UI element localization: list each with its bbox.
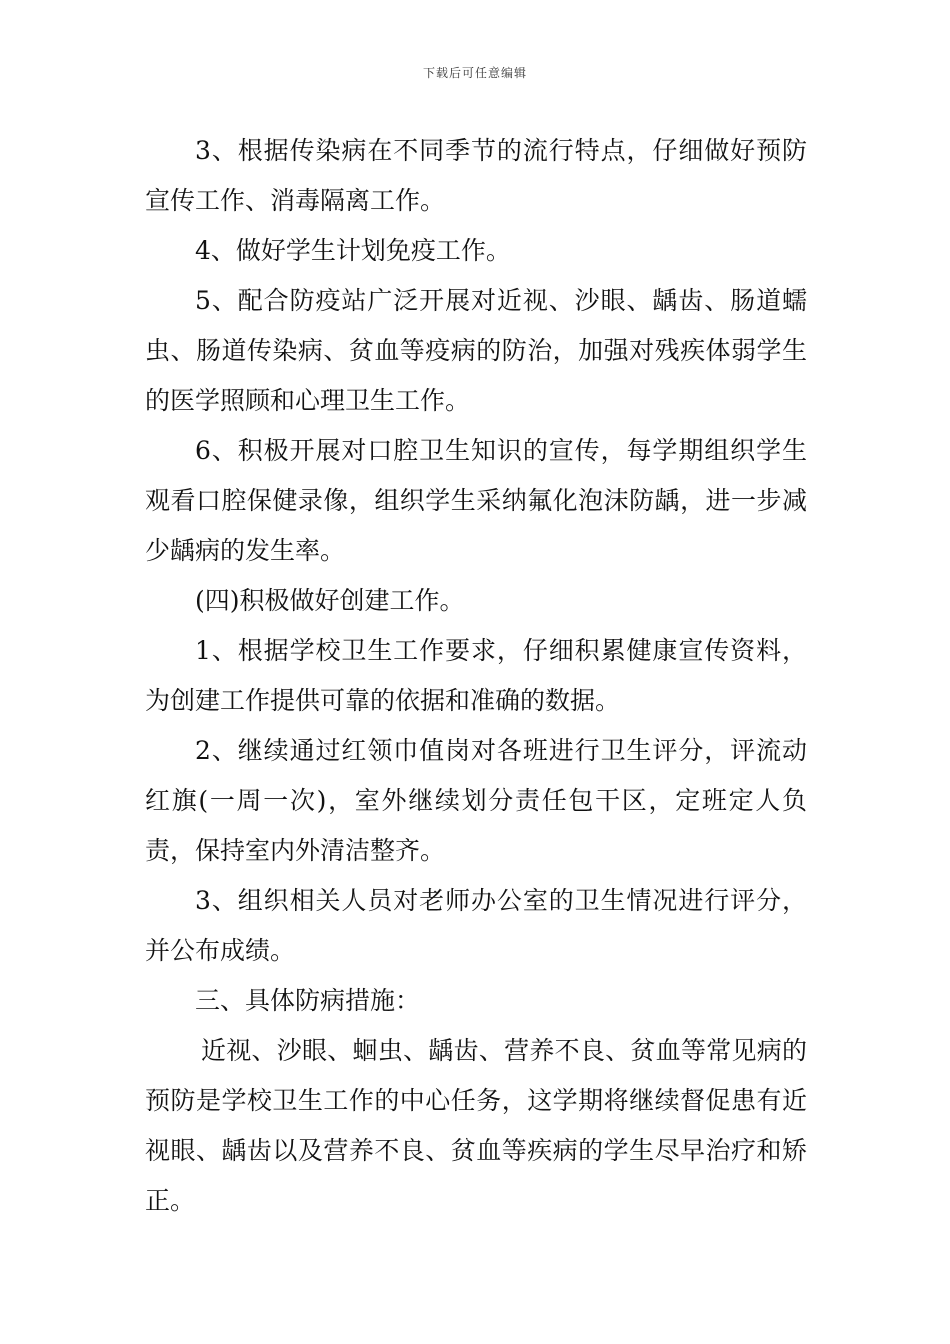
paragraph-item-5-disease-control: 5、配合防疫站广泛开展对近视、沙眼、龋齿、肠道蠕虫、肠道传染病、贫血等疫病的防治，加强对残疾体弱学生的医学照顾和心理卫生工作。 — [145, 286, 807, 415]
paragraph-item-3-office-rating: 3、组织相关人员对老师办公室的卫生情况进行评分，并公布成绩。 — [145, 886, 807, 965]
section-heading-4: (四)积极做好创建工作。 — [195, 586, 465, 615]
paragraph-item-6-oral-health: 6、积极开展对口腔卫生知识的宣传，每学期组织学生观看口腔保健录像，组织学生采纳氟化泡沫防龋，进一步减少龋病的发生率。 — [145, 436, 807, 565]
section-heading-3: 三、具体防病措施： — [195, 986, 421, 1015]
paragraph-item-1-records: 1、根据学校卫生工作要求，仔细积累健康宣传资料，为创建工作提供可靠的依据和准确的数据。 — [145, 636, 807, 715]
paragraph-item-4-immunization: 4、做好学生计划免疫工作。 — [195, 236, 511, 265]
paragraph-item-3-prevention: 3、根据传染病在不同季节的流行特点，仔细做好预防宣传工作、消毒隔离工作。 — [145, 136, 807, 215]
paragraph-common-diseases: 近视、沙眼、蛔虫、龋齿、营养不良、贫血等常见病的预防是学校卫生工作的中心任务，这学期将继续督促患有近视眼、龋齿以及营养不良、贫血等疾病的学生尽早治疗和矫正。 — [145, 1036, 807, 1215]
document-body — [145, 126, 807, 1226]
paragraph-item-2-hygiene-rating: 2、继续通过红领巾值岗对各班进行卫生评分，评流动红旗(一周一次)，室外继续划分责任包干区，定班定人负责，保持室内外清洁整齐。 — [145, 736, 807, 865]
page-header-note: 下载后可任意编辑 — [422, 66, 527, 80]
